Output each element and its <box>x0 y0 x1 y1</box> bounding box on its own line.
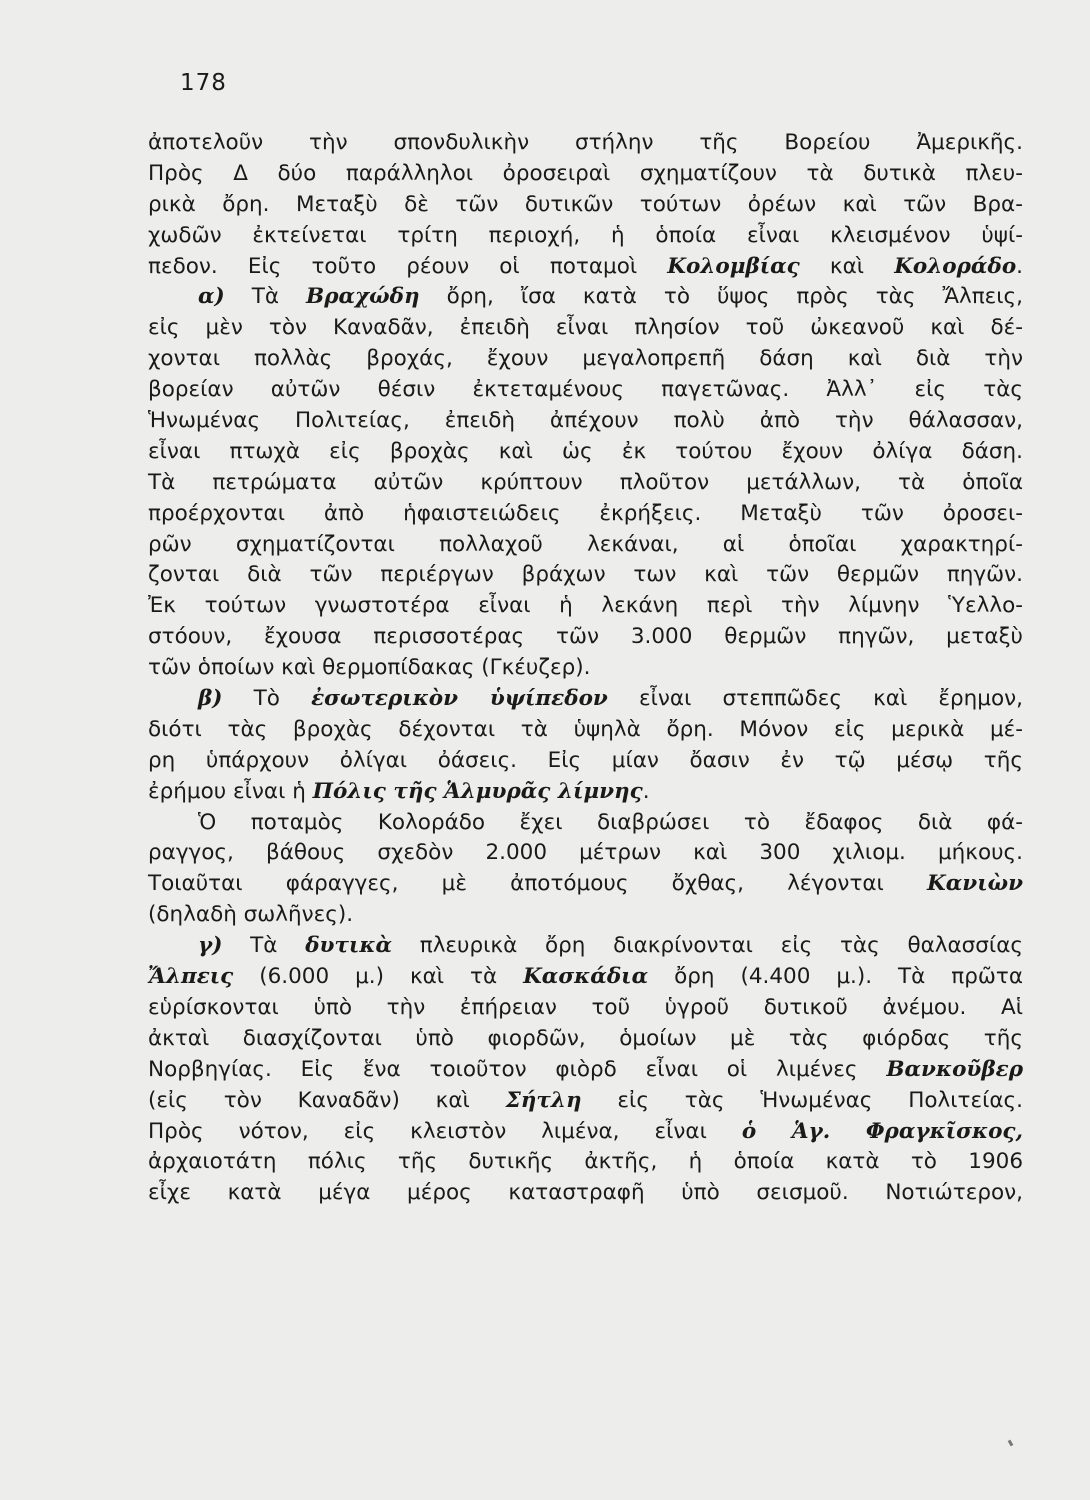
text-line <box>148 869 1023 900</box>
text-run: χωδῶν ἐκτείνεται τρίτη περιοχή, ἡ ὁποία εἶναι κλεισμένον ὑψί- <box>148 222 1023 248</box>
text-run: (εἰς τὸν Καναδᾶν) καὶ <box>148 1087 506 1113</box>
text-line <box>148 1147 1023 1178</box>
text-run: τῶν ὁποίων καὶ θερμοπίδακας (Γκέυζερ). <box>148 655 591 681</box>
text-line <box>148 190 1023 221</box>
text-run: χονται πολλὰς βροχάς, ἔχουν μεγαλοπρεπῆ δάση καὶ διὰ τὴν <box>148 346 1023 372</box>
text-line <box>148 313 1023 344</box>
text-run: Ὁ ποταμὸς Κολοράδο ἔχει διαβρώσει τὸ ἔδαφος διὰ φά- <box>198 809 1023 835</box>
text-line <box>148 221 1023 252</box>
text-run: ζονται διὰ τῶν περιέργων βράχων των καὶ τῶν θερμῶν πηγῶν. <box>148 562 1023 588</box>
text-run: εἰς τὰς Ἡνωμένας Πολιτείας. <box>581 1087 1023 1113</box>
text-run: ραγγος, βάθους σχεδὸν 2.000 μέτρων καὶ 300 χιλιομ. μήκους. <box>148 840 1023 866</box>
print-speck <box>1008 1440 1014 1447</box>
text-run: βορείαν αὐτῶν θέσιν ἐκτεταμένους παγετῶνας. Ἀλλ᾽ εἰς τὰς <box>148 377 1023 403</box>
text-run: Ἐκ τούτων γνωστοτέρα εἶναι ἡ λεκάνη περὶ τὴν λίμνην Ὑελλο- <box>148 593 1023 619</box>
text-run: εἰς μὲν τὸν Καναδᾶν, ἐπειδὴ εἶναι πλησίον τοῦ ὠκεανοῦ καὶ δέ- <box>148 315 1023 341</box>
text-line <box>148 653 1023 684</box>
text-run: Τὰ <box>224 284 307 310</box>
text-run: (6.000 μ.) καὶ τὰ <box>233 964 524 990</box>
text-run: Πρὸς νότον, εἰς κλειστὸν λιμένα, εἶναι <box>148 1118 742 1144</box>
text-run: διότι τὰς βροχὰς δέχονται τὰ ὑψηλὰ ὄρη. Μόνον εἰς μερικὰ μέ- <box>148 716 1023 742</box>
bold-term: Πόλις τῆς Ἁλμυρᾶς λίμνης <box>312 778 643 804</box>
text-line <box>148 530 1023 561</box>
text-line <box>148 746 1023 777</box>
text-line <box>148 962 1023 993</box>
bold-term: Κολομβίας <box>667 253 800 279</box>
text-line <box>148 808 1023 839</box>
bold-term: ὁ Ἁγ. Φραγκῖσκος, <box>741 1118 1023 1144</box>
bold-term: Κολοράδο <box>894 253 1017 279</box>
text-line <box>148 838 1023 869</box>
text-run: (δηλαδὴ σωλῆνες). <box>148 902 354 928</box>
bold-term: Βανκοῦβερ <box>886 1056 1023 1082</box>
text-run: πλευρικὰ ὄρη διακρίνονται εἰς τὰς θαλασσίας <box>392 933 1024 959</box>
text-line <box>148 159 1023 190</box>
page-number: 178 <box>180 70 227 96</box>
bold-term: γ) <box>198 933 223 959</box>
text-line <box>148 1086 1023 1117</box>
bold-term: δυτικὰ <box>305 933 392 959</box>
text-line <box>148 900 1023 931</box>
text-run: εὑρίσκονται ὑπὸ τὴν ἐπήρειαν τοῦ ὑγροῦ δυτικοῦ ἀνέμου. Αἱ <box>148 994 1023 1020</box>
text-line <box>148 715 1023 746</box>
text-line <box>148 1178 1023 1209</box>
text-run: ρικὰ ὄρη. Μεταξὺ δὲ τῶν δυτικῶν τούτων ὀρέων καὶ τῶν Βρα- <box>148 191 1023 217</box>
text-run: Νορβηγίας. Εἰς ἕνα τοιοῦτον φιὸρδ εἶναι οἱ λιμένες <box>148 1056 887 1082</box>
bold-term: ἐσωτερικὸν ὑψίπεδον <box>311 686 608 712</box>
text-line <box>148 282 1023 313</box>
text-line <box>148 375 1023 406</box>
text-line <box>148 252 1023 283</box>
text-run: ὄρη, ἴσα κατὰ τὸ ὕψος πρὸς τὰς Ἄλπεις, <box>419 284 1023 310</box>
text-run: ρη ὑπάρχουν ὀλίγαι ὀάσεις. Εἰς μίαν ὄασιν ἐν τῷ μέσῳ τῆς <box>148 747 1023 773</box>
bold-term: Κανιὼν <box>927 871 1023 897</box>
text-run: προέρχονται ἀπὸ ἡφαιστειώδεις ἐκρήξεις. Μεταξὺ τῶν ὀροσει- <box>148 500 1023 526</box>
text-run: Πρὸς Δ δύο παράλληλοι ὀροσειραὶ σχηματίζουν τὰ δυτικὰ πλευ- <box>148 160 1023 186</box>
bold-term: Βραχώδη <box>306 284 420 310</box>
bold-term: α) <box>198 284 225 310</box>
text-line <box>148 499 1023 530</box>
text-line <box>148 437 1023 468</box>
text-run: εἶναι πτωχὰ εἰς βροχὰς καὶ ὡς ἐκ τούτου ἔχουν ὀλίγα δάση. <box>148 438 1023 464</box>
text-run: ἐρήμου εἶναι ἡ <box>148 778 313 804</box>
text-run: ρῶν σχηματίζονται πολλαχοῦ λεκάναι, αἱ ὁποῖαι χαρακτηρί- <box>148 531 1023 557</box>
text-run: ἀρχαιοτάτη πόλις τῆς δυτικῆς ἀκτῆς, ἡ ὁποία κατὰ τὸ 1906 <box>148 1149 1023 1175</box>
text-line <box>148 622 1023 653</box>
text-line <box>148 993 1023 1024</box>
text-run: καὶ <box>799 253 895 279</box>
text-run: Τὸ <box>222 686 312 712</box>
bold-term: Κασκάδια <box>523 964 649 990</box>
text-run: . <box>642 778 650 804</box>
text-run: εἶναι στεππῶδες καὶ ἔρημον, <box>607 686 1023 712</box>
text-run: ὄρη (4.400 μ.). Τὰ πρῶτα <box>648 964 1024 990</box>
body-text <box>148 128 1023 1209</box>
text-line <box>148 1024 1023 1055</box>
text-run: ἀποτελοῦν τὴν σπονδυλικὴν στήλην τῆς Βορείου Ἀμερικῆς. <box>148 130 1023 155</box>
text-line <box>148 777 1023 808</box>
text-line <box>148 128 1023 159</box>
text-line <box>148 684 1023 715</box>
text-line <box>148 591 1023 622</box>
bold-term: Σήτλη <box>505 1087 582 1113</box>
text-run: Τοιαῦται φάραγγες, μὲ ἀποτόμους ὄχθας, λέγονται <box>148 871 928 897</box>
bold-term: Ἄλπεις <box>148 964 234 990</box>
text-run: Τὰ <box>222 933 306 959</box>
text-run: πεδον. Εἰς τοῦτο ρέουν οἱ ποταμοὶ <box>148 253 668 279</box>
bold-term: β) <box>198 686 223 712</box>
text-line <box>148 931 1023 962</box>
text-run: . <box>1016 253 1023 279</box>
text-run: στόουν, ἔχουσα περισσοτέρας τῶν 3.000 θερμῶν πηγῶν, μεταξὺ <box>148 624 1023 650</box>
text-line <box>148 1117 1023 1148</box>
text-run: Ἡνωμένας Πολιτείας, ἐπειδὴ ἀπέχουν πολὺ ἀπὸ τὴν θάλασσαν, <box>148 408 1023 434</box>
text-line <box>148 560 1023 591</box>
text-run: Τὰ πετρώματα αὐτῶν κρύπτουν πλοῦτον μετάλλων, τὰ ὁποῖα <box>148 469 1023 495</box>
text-run: ἀκταὶ διασχίζονται ὑπὸ φιορδῶν, ὁμοίων μὲ τὰς φιόρδας τῆς <box>148 1025 1023 1051</box>
text-line <box>148 468 1023 499</box>
text-line <box>148 1055 1023 1086</box>
text-run: εἶχε κατὰ μέγα μέρος καταστραφῆ ὑπὸ σεισμοῦ. Νοτιώτερον, <box>148 1180 1023 1206</box>
text-line <box>148 344 1023 375</box>
text-line <box>148 406 1023 437</box>
